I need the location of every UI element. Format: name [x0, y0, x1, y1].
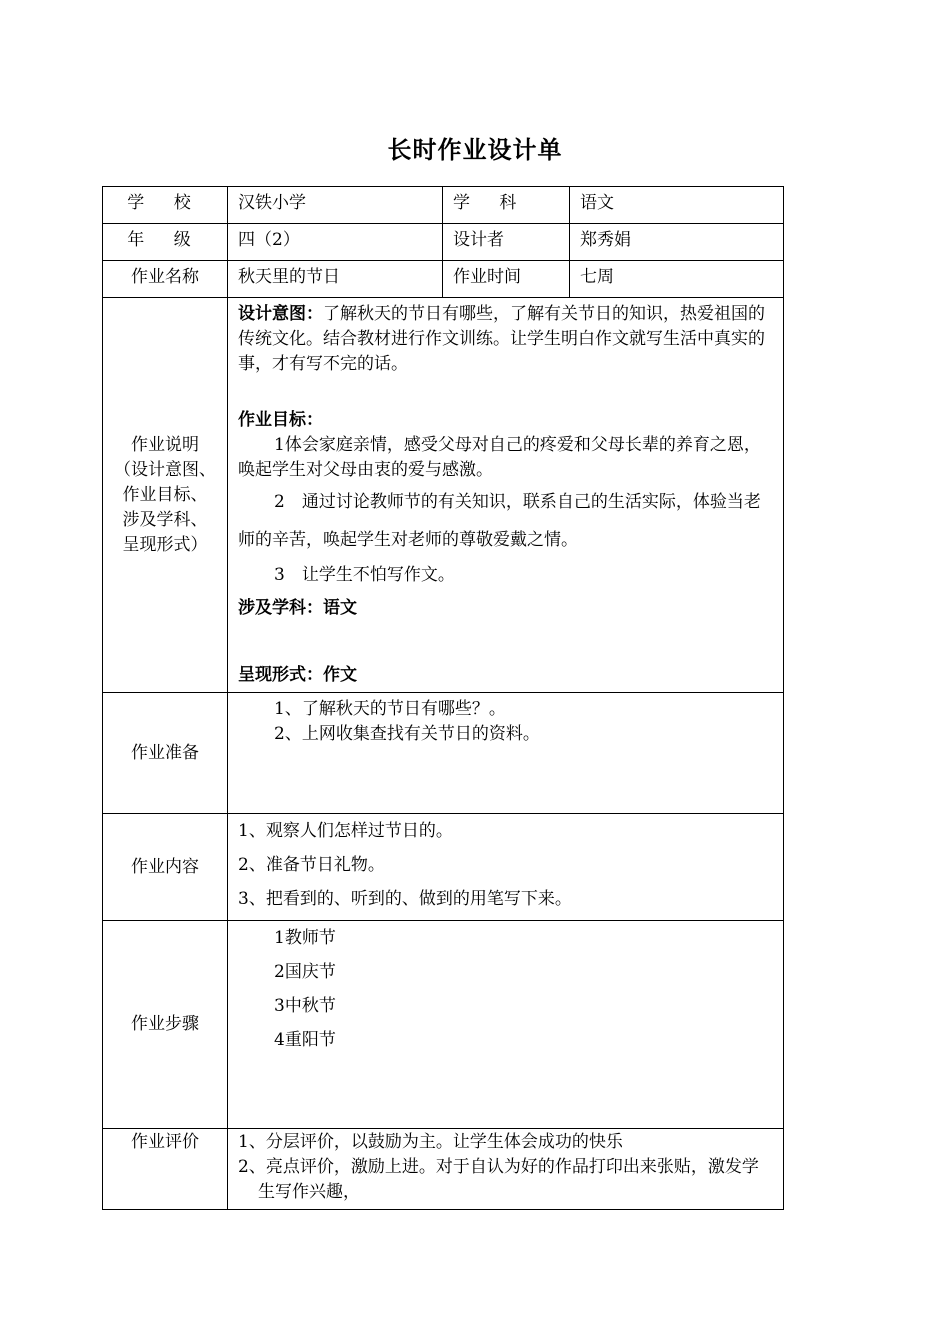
evaluation-item: 2、亮点评价，激励上进。对于自认为好的作品打印出来张贴，激发学生写作兴趣， — [238, 1157, 759, 1202]
content-item: 3、把看到的、听到的、做到的用笔写下来。 — [238, 889, 572, 909]
assignment-table — [102, 186, 784, 1210]
steps-content — [228, 921, 784, 1129]
evaluation-content — [228, 1129, 784, 1210]
content-label: 作业内容 — [103, 814, 228, 921]
designer-label: 设计者 — [443, 224, 570, 261]
presentation-form: 呈现形式：作文 — [238, 665, 357, 685]
info-row-school — [103, 187, 784, 224]
info-row-name — [103, 261, 784, 298]
time-value: 七周 — [570, 261, 784, 298]
preparation-content — [228, 693, 784, 814]
step-item: 3中秋节 — [274, 996, 336, 1016]
subject-label: 学 科 — [443, 187, 570, 224]
content-row — [103, 814, 784, 921]
subjects-involved: 涉及学科：语文 — [238, 598, 357, 618]
evaluation-item: 1、分层评价，以鼓励为主。让学生体会成功的快乐 — [238, 1132, 623, 1152]
steps-row — [103, 921, 784, 1129]
preparation-item: 1、了解秋天的节日有哪些？。 — [274, 699, 506, 719]
step-item: 4重阳节 — [274, 1030, 336, 1050]
school-label: 学 校 — [103, 187, 228, 224]
content-item: 2、准备节日礼物。 — [238, 855, 385, 875]
name-label: 作业名称 — [103, 261, 228, 298]
content-content — [228, 814, 784, 921]
evaluation-row — [103, 1129, 784, 1210]
goal-item: 3 让学生不怕写作文。 — [274, 565, 455, 585]
preparation-row — [103, 693, 784, 814]
description-label: 作业说明 （设计意图、 作业目标、 涉及学科、 呈现形式） — [103, 298, 228, 693]
name-value: 秋天里的节日 — [228, 261, 443, 298]
time-label: 作业时间 — [443, 261, 570, 298]
grade-label: 年 级 — [103, 224, 228, 261]
designer-value: 郑秀娟 — [570, 224, 784, 261]
description-content — [228, 298, 784, 693]
subject-value: 语文 — [570, 187, 784, 224]
content-item: 1、观察人们怎样过节日的。 — [238, 821, 453, 841]
evaluation-label: 作业评价 — [103, 1129, 228, 1210]
design-intent: 设计意图：了解秋天的节日有哪些，了解有关节日的知识，热爱祖国的传统文化。结合教材进行作文训练。让学生明白作文就写生活中真实的事，才有写不完的话。 — [238, 304, 765, 374]
school-value: 汉铁小学 — [228, 187, 443, 224]
step-item: 2国庆节 — [274, 962, 336, 982]
preparation-item: 2、上网收集查找有关节日的资料。 — [274, 724, 540, 744]
grade-value: 四（2） — [228, 224, 443, 261]
step-item: 1教师节 — [274, 928, 336, 948]
goal-item: 1体会家庭亲情，感受父母对自己的疼爱和父母长辈的养育之恩，唤起学生对父母由衷的爱与感激。 — [238, 435, 761, 480]
info-row-grade — [103, 224, 784, 261]
steps-label: 作业步骤 — [103, 921, 228, 1129]
preparation-label: 作业准备 — [103, 693, 228, 814]
page-title: 长时作业设计单 — [387, 136, 563, 164]
goal-item: 2 通过讨论教师节的有关知识，联系自己的生活实际，体验当老师的辛苦，唤起学生对老师的尊敬爱戴之情。 — [238, 492, 761, 550]
goal-heading: 作业目标： — [238, 410, 323, 430]
description-row — [103, 298, 784, 693]
